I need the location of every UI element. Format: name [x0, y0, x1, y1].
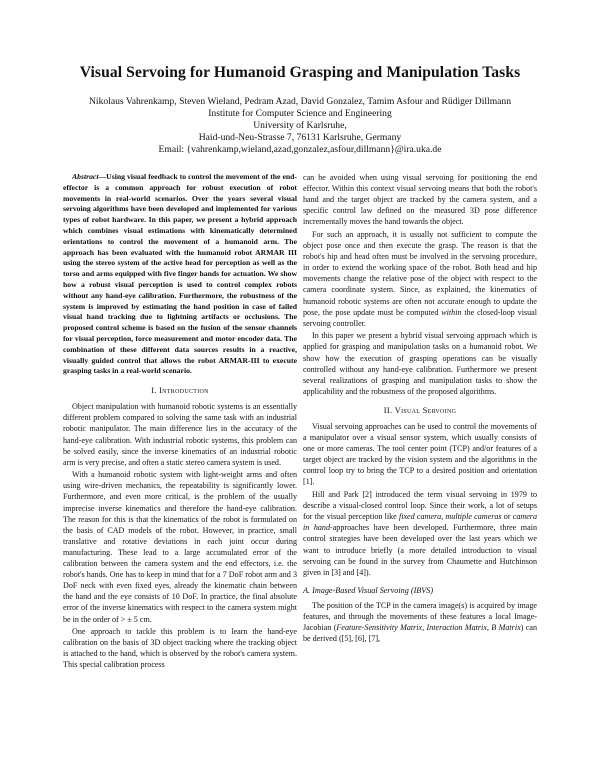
- affiliation-line: University of Karlsruhe,: [253, 120, 347, 131]
- paragraph: Visual servoing approaches can be used to control the movements of a manipulator over a visual sensor system, which usually consists of one or more cameras. The tool center point (TCP) and/or features of a target object are tracked by the vision system and the algorithms in the control loop try to bring the TCP to a desired position and orientation [1].: [303, 421, 537, 487]
- subsection-heading-ibvs: A. Image-Based Visual Servoing (IBVS): [303, 585, 434, 595]
- paragraph: can be avoided when using visual servoing for positioning the end effector. Within this context visual servoing means that both the robot's hand and the target object are tracked by the camera system, and a specific control law defined on the measured 3D pose difference incrementally moves the hand towards the object.: [303, 173, 537, 227]
- section-heading-introduction: I. Introduction: [151, 386, 209, 396]
- paragraph: Object manipulation with humanoid robotic systems is an essentially different problem compared to solving the same task with an industrial robotic manipulator. The main difference lies in the accuracy of the hand-eye calibration. With industrial robotic systems, this problem can be solved easily, since the inverse kinematics of an industrial robotic arm is very precise, and often a static stereo camera system is used.: [63, 402, 297, 467]
- author-list: Nikolaus Vahrenkamp, Steven Wieland, Pedram Azad, David Gonzalez, Tamim Asfour and Rüdiger Dillmann: [88, 96, 512, 107]
- paragraph: With a humanoid robotic system with light-weight arms and often using wire-driven mechanics, the repeatability is significantly lower. Furthermore, and even more critical, is the problem of the usually imprecise inverse kinematics and therefore the hand-eye calibration. The reason for this is that the kinematics of the robot is formulated on the basis of CAD models of the robot. However, in practice, small translative and rotative deviations in each joint occur during manufacturing. These lead to a large accumulated error of the calibration between the camera system and the end effectors, i.e. the robot's hands. One has to keep in mind that for a 7 DoF robot arm and 3 DoF neck with even fixed eyes, already the kinematic chain between the hand and the eye consists of 10 DoF. In practice, the final absolute error of the inverse kinematics with respect to the camera system might be in the order of > ± 5 cm.: [63, 470, 297, 624]
- author-block: [0, 96, 600, 156]
- abstract-label: Abstract: [72, 172, 99, 181]
- affiliation-line: Institute for Computer Science and Engineering: [208, 108, 392, 119]
- address-line: Haid-und-Neu-Strasse 7, 76131 Karlsruhe, Germany: [198, 132, 402, 143]
- paragraph: For such an approach, it is usually not sufficient to compute the object pose once and then execute the grasp. The reason is that the robot's hip and head often must be involved in the servoing procedure, in order to extend the working space of the robot. Both head and hip movements change the relative pose of the object with respect to the camera coordinate system. Since, as explained, the kinematics of humanoid robotic systems are often not accurate enough to update the pose, the pose update must be computed within the closed-loop visual servoing controller.: [303, 229, 537, 328]
- paragraph: One approach to tackle this problem is to learn the hand-eye calibration on the basis of 3D object tracking where the tracking object is attached to the hand, which is observed by the robot's camera system. This special calibration process: [63, 627, 297, 670]
- paper-title: Visual Servoing for Humanoid Grasping and Manipulation Tasks: [79, 64, 521, 81]
- paragraph: Hill and Park [2] introduced the term visual servoing in 1979 to describe a visual-closed control loop. Since their work, a lot of setups for the visual perception like fixed camera, multiple cameras or camera in hand-approaches have been developed. Furthermore, three main control strategies have been developed over the last years which we want to introduce briefly (a more detailed introduction to visual servoing can be found in the survey from Chaumette and Hutchinson given in [3] and [4]).: [303, 490, 538, 577]
- paragraph: In this paper we present a hybrid visual servoing approach which is applied for grasping and manipulation tasks on a humanoid robot. We show how the execution of grasping operations can be visually controlled without any hand-eye calibration. Furthermore we present several realizations of grasping and manipulation tasks to show the applicability and the robustness of the proposed algorithms.: [303, 331, 537, 396]
- abstract: [63, 172, 297, 377]
- abstract-text: —Using visual feedback to control the movement of the end-effector is a common approach for robust execution of robot movements in real-world scenarios. Over the years several visual servoing algorithms have been developed and implemented for various types of robot hardware. In this paper, we present a hybrid approach which combines visual estimations with kinematically determined orientations to control the movement of a humanoid arm. The approach has been evaluated with the humanoid robot ARMAR III using the stereo system of the active head for perception as well as the torso and arms equipped with five finger hands for actuation. We show how a robust visual perception is used to control complex robots without any hand-eye calibration. Furthermore, the robustness of the system is improved by estimating the hand position in case of failed visual hand tracking due to lightning artifacts or occlusions. The proposed control scheme is based on the fusion of the sensor channels for visual perception, force measurement and motor encoder data. The combination of these different data sources results in a reactive, visually guided control that allows the robot ARMAR-III to execute grasping tasks in a real-world scenario.: [63, 172, 297, 376]
- email-line: Email: {vahrenkamp,wieland,azad,gonzalez,asfour,dillmann}@ira.uka.de: [158, 144, 442, 155]
- section-heading-visual-servoing: II. Visual Servoing: [383, 405, 457, 415]
- right-column: [303, 172, 537, 644]
- left-column: [63, 172, 297, 670]
- paragraph: The position of the TCP in the camera image(s) is acquired by image features, and through the movements of these features a local Image-Jacobian (Feature-Sensitivity Matrix, Interaction Matrix, B Matrix) can be derived ([5], [6], [7],: [303, 600, 538, 644]
